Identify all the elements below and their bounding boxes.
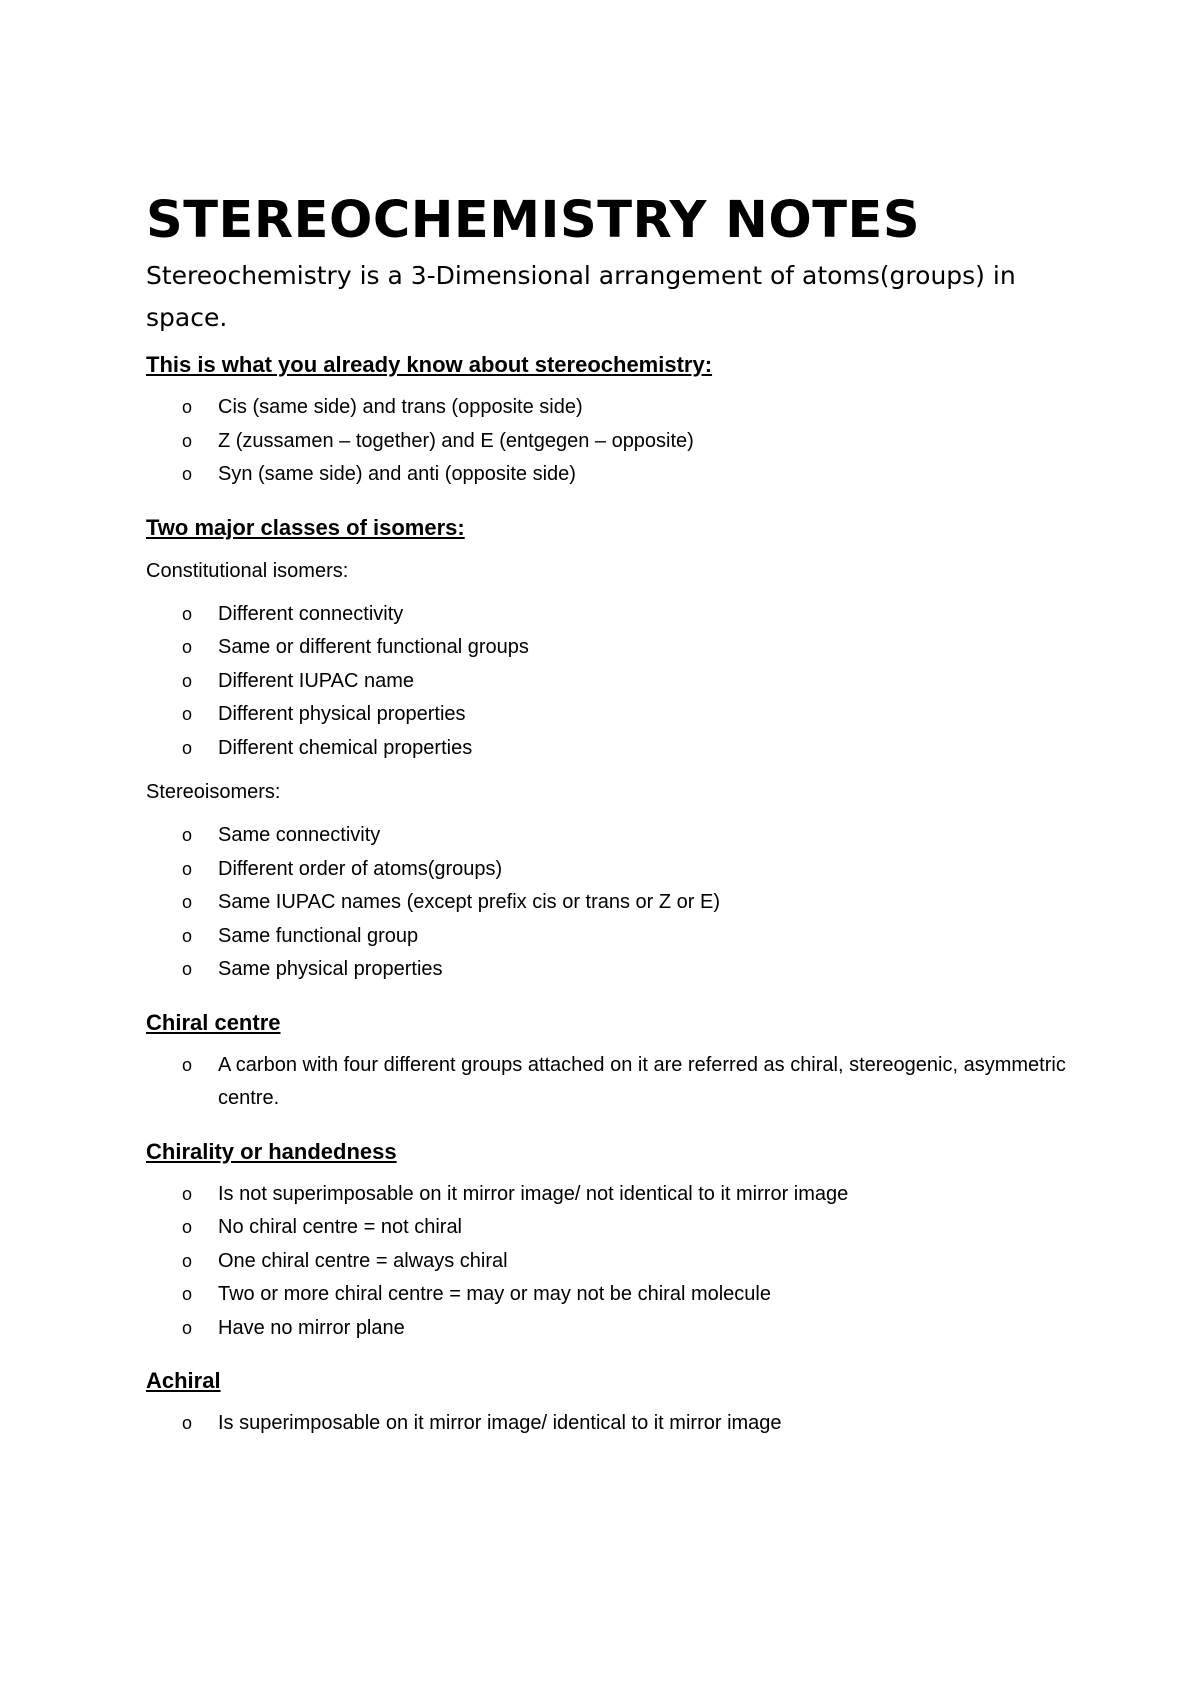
list-item xyxy=(146,425,1066,459)
heading-chirality: Chirality or handedness xyxy=(146,1138,397,1164)
list-item xyxy=(146,1211,1066,1245)
list-item-text: Same or different functional groups xyxy=(218,636,529,659)
list-item-text: A carbon with four different groups attached on it are referred as chiral, stereogenic, asymmetric centre. xyxy=(218,1053,1066,1110)
list-item xyxy=(146,886,1066,920)
bullet-marker: o xyxy=(182,1217,193,1238)
heading-known: This is what you already know about stereochemistry: xyxy=(146,352,713,378)
list-item-text: Two or more chiral centre = may or may not be chiral molecule xyxy=(218,1283,771,1306)
bullet-marker: o xyxy=(182,892,193,913)
achiral-list xyxy=(146,1407,1066,1441)
list-item-text: Different physical properties xyxy=(218,703,466,726)
list-item xyxy=(146,391,1066,425)
list-item-text: Same physical properties xyxy=(218,958,443,981)
bullet-marker: o xyxy=(182,1317,193,1338)
list-item xyxy=(146,1407,1066,1441)
list-item-text: Is superimposable on it mirror image/ identical to it mirror image xyxy=(218,1412,782,1435)
heading-chiral-centre: Chiral centre xyxy=(146,1009,281,1035)
list-item-text: One chiral centre = always chiral xyxy=(218,1249,508,1272)
list-item-text: Cis (same side) and trans (opposite side) xyxy=(218,396,583,419)
page-title: STEREOCHEMISTRY NOTES xyxy=(146,191,921,250)
list-item xyxy=(146,1049,1066,1116)
bullet-marker: o xyxy=(182,925,193,946)
bullet-marker: o xyxy=(182,737,193,758)
list-item-text: Have no mirror plane xyxy=(218,1316,405,1339)
document-content xyxy=(146,190,1066,1441)
bullet-marker: o xyxy=(182,464,193,485)
bullet-marker: o xyxy=(182,670,193,691)
known-list xyxy=(146,391,1066,492)
bullet-marker: o xyxy=(182,603,193,624)
list-item xyxy=(146,1178,1066,1212)
list-item-text: Different IUPAC name xyxy=(218,669,415,692)
list-item-text: Is not superimposable on it mirror image/ not identical to it mirror image xyxy=(218,1182,849,1205)
list-item xyxy=(146,1278,1066,1312)
list-item xyxy=(146,732,1066,766)
bullet-marker: o xyxy=(182,430,193,451)
list-item-text: Syn (same side) and anti (opposite side) xyxy=(218,463,576,486)
list-item-text: Same functional group xyxy=(218,924,419,947)
list-item xyxy=(146,698,1066,732)
list-item-text: Different connectivity xyxy=(218,602,404,625)
list-item xyxy=(146,631,1066,665)
bullet-marker: o xyxy=(182,637,193,658)
intro-paragraph: Stereochemistry is a 3-Dimensional arrangement of atoms(groups) in space. xyxy=(146,261,1016,333)
bullet-marker: o xyxy=(182,1413,193,1434)
label-constitutional: Constitutional isomers: xyxy=(146,559,349,582)
list-item xyxy=(146,953,1066,987)
list-item xyxy=(146,1245,1066,1279)
list-item-text: Same IUPAC names (except prefix cis or trans or Z or E) xyxy=(218,891,721,914)
heading-achiral: Achiral xyxy=(146,1368,221,1394)
bullet-marker: o xyxy=(182,397,193,418)
bullet-marker: o xyxy=(182,825,193,846)
heading-isomers: Two major classes of isomers: xyxy=(146,514,465,540)
bullet-marker: o xyxy=(182,1054,193,1075)
list-item-text: Different chemical properties xyxy=(218,736,473,759)
list-item-text: Same connectivity xyxy=(218,824,381,847)
list-item-text: Different order of atoms(groups) xyxy=(218,857,503,880)
list-item xyxy=(146,665,1066,699)
list-item xyxy=(146,1312,1066,1346)
bullet-marker: o xyxy=(182,858,193,879)
list-item xyxy=(146,458,1066,492)
chirality-list xyxy=(146,1178,1066,1346)
list-item xyxy=(146,920,1066,954)
bullet-marker: o xyxy=(182,1183,193,1204)
constitutional-list xyxy=(146,598,1066,766)
stereoisomers-list xyxy=(146,819,1066,987)
list-item xyxy=(146,598,1066,632)
bullet-marker: o xyxy=(182,704,193,725)
chiral-centre-list xyxy=(146,1049,1066,1116)
list-item-text: Z (zussamen – together) and E (entgegen – opposite) xyxy=(218,429,694,452)
list-item xyxy=(146,853,1066,887)
label-stereoisomers: Stereoisomers: xyxy=(146,781,281,804)
list-item-text: No chiral centre = not chiral xyxy=(218,1216,463,1239)
bullet-marker: o xyxy=(182,1284,193,1305)
list-item xyxy=(146,819,1066,853)
bullet-marker: o xyxy=(182,959,193,980)
bullet-marker: o xyxy=(182,1250,193,1271)
